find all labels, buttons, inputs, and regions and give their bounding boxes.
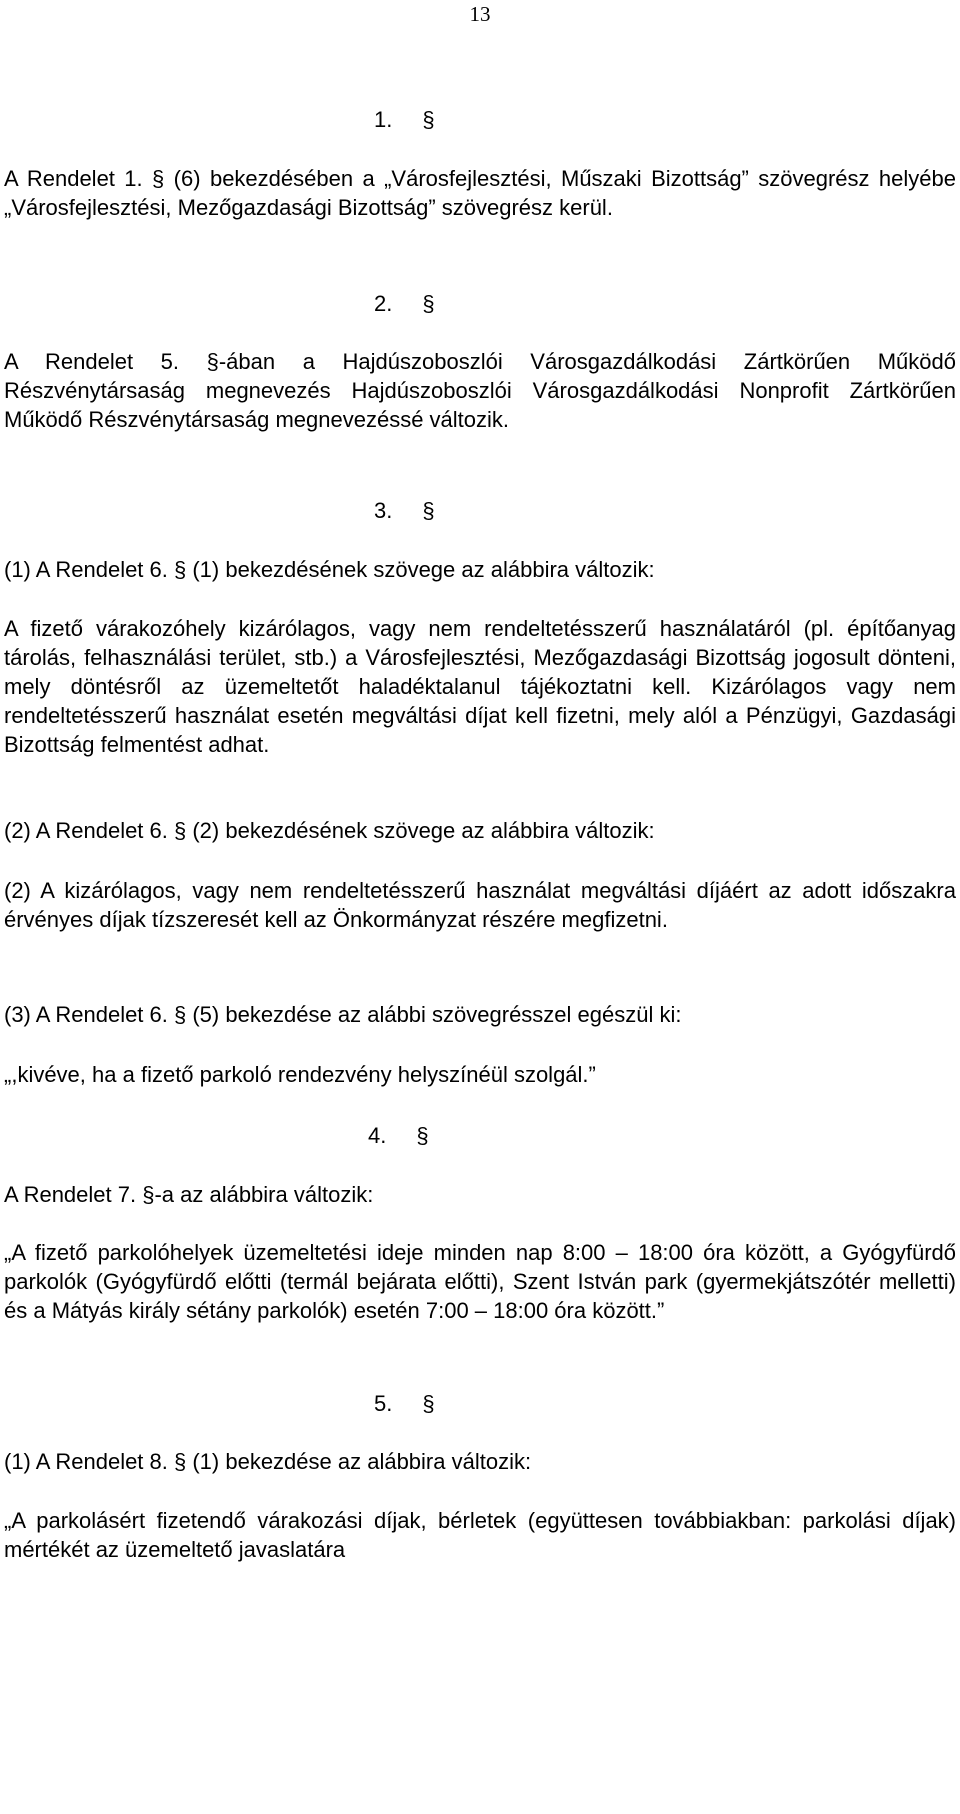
section-heading-3 [374,498,435,524]
section-3-text-3: „,kivéve, ha a fizető parkoló rendezvény helyszínéül szolgál.” [4,1062,596,1087]
section-3-intro-2: (2) A Rendelet 6. § (2) bekezdésének szövege az alábbira változik: [4,818,655,843]
section-number-1: 1. [374,107,393,132]
section-3-text-2: (2) A kizárólagos, vagy nem rendeltetésszerű használat megváltási díjáért az adott időszakra érvényes díjak tízszeresét kell az Önkormányzat részére megfizetni. [4,878,956,932]
section-4-intro: A Rendelet 7. §-a az alábbira változik: [4,1182,374,1207]
section-3-intro-3: (3) A Rendelet 6. § (5) bekezdése az alábbi szövegrésszel egészül ki: [4,1002,682,1027]
section-3-intro-1: (1) A Rendelet 6. § (1) bekezdésének szövege az alábbira változik: [4,557,655,582]
section-sign-2: § [422,291,435,316]
section-4-text: „A fizető parkolóhelyek üzemeltetési ideje minden nap 8:00 – 18:00 óra között, a Gyógyfürdő parkolók (Gyógyfürdő előtti (termál bejárata előtti), Szent István park (gyermekjátszótér melletti) és a Mátyás király sétány parkolók) esetén 7:00 – 18:00 óra között.” [4,1240,956,1323]
section-5-text: „A parkolásért fizetendő várakozási díjak, bérletek (együttesen továbbiakban: parkolási díjak) mértékét az üzemeltető javaslatára [4,1508,956,1562]
section-heading-5 [374,1391,435,1417]
section-number-5: 5. [374,1391,393,1416]
section-number-3: 3. [374,498,393,523]
section-1-text: A Rendelet 1. § (6) bekezdésében a „Városfejlesztési, Műszaki Bizottság” szövegrész helyébe „Városfejlesztési, Mezőgazdasági Bizottság” szövegrész kerül. [4,166,956,220]
section-heading-4 [368,1123,429,1149]
section-2-text: A Rendelet 5. §-ában a Hajdúszoboszlói Városgazdálkodási Zártkörűen Működő Részvénytársaság megnevezés Hajdúszoboszlói Városgazdálkodási Nonprofit Zártkörűen Működő Részvénytársaság megnevezéssé változik. [4,349,956,432]
section-sign-5: § [422,1391,435,1416]
section-3-text-1: A fizető várakozóhely kizárólagos, vagy nem rendeltetésszerű használatáról (pl. építőanyag tárolás, felhasználási terület, stb.) a Városfejlesztési, Mezőgazdasági Bizottság jogosult dönteni, mely döntésről az üzemeltetőt haladéktalanul tájékoztatni kell. Kizárólagos vagy nem rendeltetésszerű használat esetén megváltási díjat kell fizetni, mely alól a Pénzügyi, Gazdasági Bizottság felmentést adhat. [4,616,956,757]
section-number-2: 2. [374,291,393,316]
section-heading-2 [374,291,435,317]
section-number-4: 4. [368,1123,387,1148]
section-sign-4: § [416,1123,429,1148]
page-number: 13 [469,2,491,26]
section-heading-1 [374,107,435,133]
section-sign-1: § [422,107,435,132]
section-sign-3: § [422,498,435,523]
section-5-intro: (1) A Rendelet 8. § (1) bekezdése az alábbira változik: [4,1449,532,1474]
